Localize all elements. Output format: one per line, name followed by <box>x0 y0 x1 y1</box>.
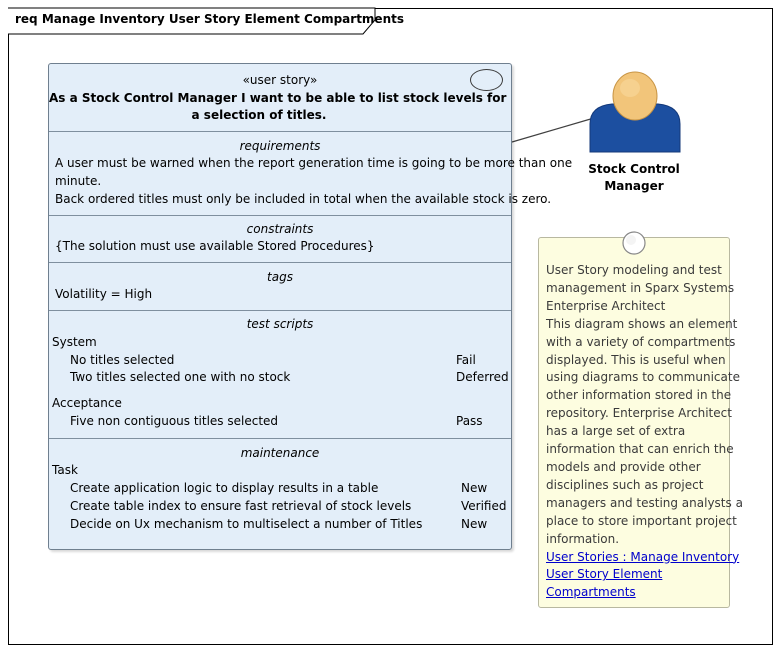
note-diagram-link[interactable]: User Stories : Manage Inventory <box>546 549 740 564</box>
maintenance-item-status: New <box>461 481 488 495</box>
note-line: disciplines such as project <box>546 477 704 492</box>
note-line: This diagram shows an element <box>546 316 738 331</box>
note-line: using diagrams to communicate <box>546 370 740 385</box>
test-item-label: No titles selected <box>70 353 175 367</box>
requirement-line: minute. <box>55 174 102 188</box>
tag-line: Volatility = High <box>55 287 153 301</box>
requirement-line: Back ordered titles must only be included in total when the available stock is zero. <box>55 192 552 206</box>
note-line: information that can enrich the <box>546 442 734 457</box>
story-stereotype: «user story» <box>242 73 318 87</box>
story-name-line1: As a Stock Control Manager I want to be able to list stock levels for <box>49 91 507 105</box>
requirements-heading: requirements <box>239 139 321 153</box>
test-group-name: Acceptance <box>52 396 122 410</box>
note-line: has a large set of extra <box>546 424 686 439</box>
note-diagram-link[interactable]: User Story Element <box>546 567 663 582</box>
actor-name-line1: Stock Control <box>588 162 680 176</box>
test-group-name: System <box>52 335 97 349</box>
test-scripts-heading: test scripts <box>246 317 314 331</box>
note-line: information. <box>546 531 620 546</box>
maintenance-item-label: Create application logic to display results in a table <box>70 481 379 495</box>
note-line: User Story modeling and test <box>546 263 722 277</box>
note-line: models and provide other <box>546 459 701 474</box>
note-line: repository. Enterprise Architect <box>546 406 732 421</box>
test-item-label: Two titles selected one with no stock <box>70 370 291 384</box>
maintenance-item-status: New <box>461 517 488 531</box>
tags-heading: tags <box>267 270 293 284</box>
test-item-status: Deferred <box>456 370 509 384</box>
requirement-line: A user must be warned when the report generation time is going to be more than one <box>55 156 573 170</box>
note-diagram-link[interactable]: Compartments <box>546 585 636 600</box>
maintenance-group-name: Task <box>52 463 78 477</box>
actor-name-line2: Manager <box>604 179 664 193</box>
note-line: place to store important project <box>546 513 737 528</box>
test-item-status: Fail <box>456 353 476 367</box>
diagram-title: req Manage Inventory User Story Element Compartments <box>15 12 404 26</box>
note-body <box>546 262 743 602</box>
test-item-status: Pass <box>456 414 483 428</box>
test-item-label: Five non contiguous titles selected <box>70 414 279 428</box>
note-line: displayed. This is useful when <box>546 352 726 367</box>
note-line: management in Sparx Systems <box>546 280 735 295</box>
maintenance-item-label: Decide on Ux mechanism to multiselect a number of Titles <box>70 517 423 531</box>
constraints-heading: constraints <box>246 222 314 236</box>
note-line: managers and testing analysts a <box>546 495 743 510</box>
note-line: other information stored in the <box>546 388 732 403</box>
constraint-line: {The solution must use available Stored Procedures} <box>55 239 375 253</box>
note-line: with a variety of compartments <box>546 334 736 349</box>
story-name-line2: a selection of titles. <box>191 108 327 122</box>
maintenance-item-label: Create table index to ensure fast retrieval of stock levels <box>70 499 412 513</box>
maintenance-item-status: Verified <box>461 499 507 513</box>
maintenance-heading: maintenance <box>240 446 320 460</box>
note-line: Enterprise Architect <box>546 298 666 313</box>
